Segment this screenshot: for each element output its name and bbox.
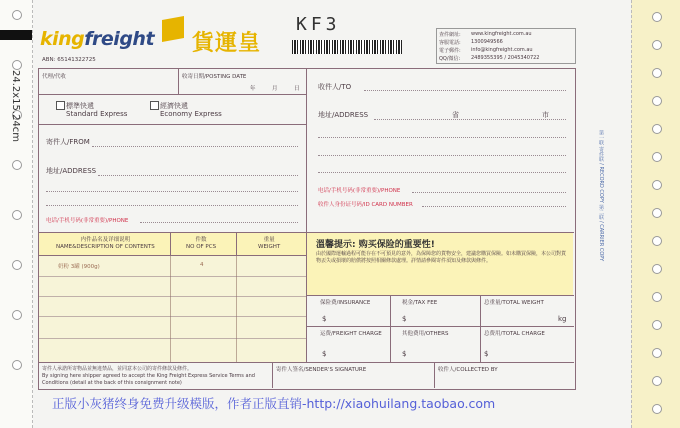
- form-size-label: 24.2x15.24cm: [10, 70, 21, 143]
- perforation-hole: [652, 264, 662, 274]
- left-perforation-strip: [0, 0, 33, 428]
- brand-logo: kingfreight: [40, 28, 155, 50]
- insurance-fee-label: 保险费/INSURANCE: [320, 300, 371, 306]
- tax-fee-label: 税金/TAX FEE: [402, 300, 438, 306]
- right-perforation-strip: [631, 0, 680, 428]
- receiver-id-field[interactable]: [422, 206, 566, 207]
- agent-label: 代理/代收: [42, 74, 66, 80]
- collected-by-label: 收件人/COLLECTED BY: [438, 367, 498, 373]
- notice-body: 由於國際運輸過程可能存在不可預見的意外，為保障您的貨物安全，建議您購買保險。如未購買保險，本公司對貨物丟失或損壞的賠償將按照相關條款處理。詳情請參閱寄件須知及條款與條件。: [316, 251, 567, 264]
- brand-logo-cn: 貨運皇: [192, 31, 262, 56]
- perforation-hole: [652, 12, 662, 22]
- sender-name-field[interactable]: [92, 146, 298, 147]
- perforation-hole: [652, 348, 662, 358]
- copy-label: 第一联 寄件联 / RECORD COPY 第二联 / CARRIER COPY: [598, 130, 604, 262]
- qq-wechat: 2489355395 / 2045340722: [471, 55, 540, 61]
- perforation-hole: [12, 60, 22, 70]
- receiver-id-label: 收件人身份证号码/ID CARD NUMBER: [318, 202, 413, 208]
- date-label: 收寄日期/POSTING DATE: [182, 74, 247, 80]
- sender-address-label: 地址/ADDRESS: [46, 167, 97, 175]
- perforation-hole: [652, 180, 662, 190]
- contents-header: 内件品名及详细说明 NAME&DESCRIPTION OF CONTENTS: [56, 237, 155, 250]
- perforation-hole: [12, 310, 22, 320]
- receiver-label: 收件人/TO: [318, 83, 352, 91]
- perforation-hole: [652, 124, 662, 134]
- weight-header: 重量 WEIGHT: [258, 237, 281, 250]
- perforation-hole: [652, 96, 662, 106]
- total-charge-label: 总费用/TOTAL CHARGE: [484, 331, 545, 337]
- perforation-hole: [652, 376, 662, 386]
- perforation-hole: [652, 68, 662, 78]
- sender-phone-field[interactable]: [140, 222, 298, 223]
- sender-address-field[interactable]: [98, 175, 298, 176]
- standard-express-checkbox[interactable]: [56, 101, 65, 110]
- receiver-address-field[interactable]: [374, 119, 566, 120]
- content-row-pcs[interactable]: 4: [200, 262, 204, 268]
- other-fee-label: 其他费用/OTHERS: [402, 331, 449, 337]
- terms-en: By signing here shipper agreed to accept the King Freight Express Service Terms and Conditions (detail at the back of this consignment note): [42, 373, 255, 386]
- box-logo-icon: [162, 16, 184, 42]
- abn-number: ABN: 65141322725: [42, 57, 96, 63]
- freight-charge-label: 运费/FREIGHT CHARGE: [320, 331, 382, 337]
- perforation-hole: [12, 260, 22, 270]
- receiver-phone-field[interactable]: [412, 192, 566, 193]
- notice-title: 溫馨提示: 购买保险的重要性!: [316, 240, 435, 250]
- economy-express-checkbox[interactable]: [150, 101, 159, 110]
- content-row-item[interactable]: 奶粉 3罐 (900g): [58, 264, 100, 270]
- terms-cn: 寄件人承諾所寄物品並無違禁品，並同意本公司的寄件條款及條件。: [42, 366, 193, 372]
- perforation-hole: [652, 320, 662, 330]
- perforation-hole: [12, 360, 22, 370]
- sender-phone-label: 电话/手机号码(非常重要)/PHONE: [46, 218, 129, 224]
- perforation-hole: [652, 236, 662, 246]
- receiver-name-field[interactable]: [364, 90, 566, 91]
- perforation-hole: [652, 208, 662, 218]
- email[interactable]: info@kingfreight.com.au: [471, 47, 533, 53]
- perforation-hole: [652, 404, 662, 414]
- perforation-hole: [12, 210, 22, 220]
- sender-label: 寄件人/FROM: [46, 138, 90, 146]
- tracking-number: KF3: [296, 14, 341, 35]
- perforation-hole: [652, 292, 662, 302]
- perforation-hole: [652, 40, 662, 50]
- pcs-header: 件数 NO OF PCS: [186, 237, 217, 250]
- sender-signature-label: 寄件人签名/SENDER'S SIGNATURE: [276, 367, 367, 373]
- seller-watermark: 正版小灰猪终身免费升级模版，作者正版直销-http://xiaohuilang.taobao.com: [52, 396, 496, 411]
- perforation-hole: [12, 160, 22, 170]
- barcode: [292, 40, 402, 54]
- total-weight-label: 总重量/TOTAL WEIGHT: [484, 300, 544, 306]
- receiver-address-label: 地址/ADDRESS: [318, 111, 369, 119]
- receiver-phone-label: 电话/手机号码(非常重要)/PHONE: [318, 188, 401, 194]
- perforation-hole: [652, 152, 662, 162]
- contact-box: 查件網址: www.kingfreight.com.au 客服電話: 1300949566 電子郵件: info@kingfreight.com.au QQ/微信: 2489355395 / 2045340722: [436, 28, 576, 64]
- website[interactable]: www.kingfreight.com.au: [471, 31, 532, 37]
- perforation-hole: [12, 10, 22, 20]
- phone: 1300949566: [471, 39, 503, 45]
- registration-bar: [0, 30, 32, 40]
